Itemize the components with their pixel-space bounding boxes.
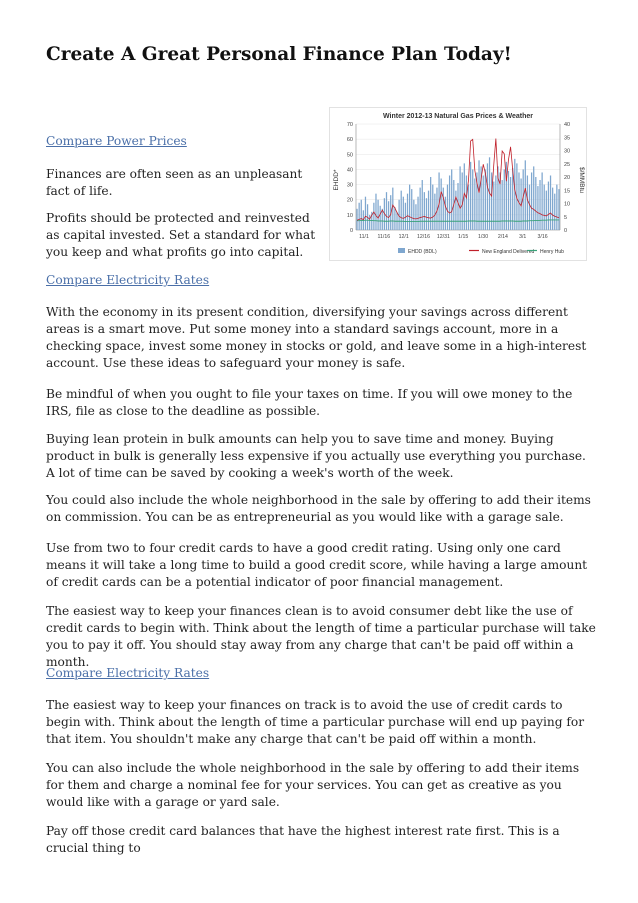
x-tick-label: 11/1 [359, 234, 369, 240]
chart-title: Winter 2012-13 Natural Gas Prices & Weather [383, 113, 533, 120]
y-tick-label: 60 [346, 137, 353, 144]
ehdd-bar [556, 185, 557, 230]
y-tick-label: 40 [346, 167, 353, 174]
paragraph: The easiest way to keep your finances clean is to avoid consumer debt like the use of credit cards to begin with. Think about the length of time a particular purchase will take you to pay it off. You should stay away from any charge that can't be paid off within a month. [46, 604, 596, 669]
ehdd-bar [430, 177, 431, 230]
ehdd-bar [474, 179, 475, 230]
ehdd-bar [422, 180, 423, 230]
ehdd-bar [403, 197, 404, 230]
ehdd-bar [428, 191, 429, 230]
ehdd-bar [445, 197, 446, 230]
ehdd-bar [527, 175, 528, 230]
legend-label: Henry Hub [540, 249, 564, 255]
ehdd-bar [365, 197, 366, 230]
ehdd-bar [539, 180, 540, 230]
ehdd-bar [449, 175, 450, 230]
ehdd-bar [495, 175, 496, 230]
paragraph: Pay off those credit card balances that have the highest interest rate first. This is a crucial thing to [46, 824, 560, 855]
ehdd-bar [407, 194, 408, 230]
ehdd-bar [361, 200, 362, 230]
paragraph: You can also include the whole neighborhood in the sale by offering to add their items for them and charge a nominal fee for your services. You can get as creative as you would like with a garage or yard sale. [46, 761, 580, 809]
ehdd-bar [525, 160, 526, 230]
chart-ylabel: EHDD* [333, 169, 340, 191]
x-tick-label: 2/14 [497, 234, 508, 240]
y-tick-label: 10 [346, 212, 353, 219]
ehdd-bar [415, 204, 416, 230]
ehdd-bar [373, 203, 374, 230]
ehdd-bar [409, 185, 410, 230]
y2-tick-label: 20 [564, 175, 571, 181]
chart-svg [330, 108, 586, 260]
link-paragraph-1 [46, 133, 187, 150]
legend-swatch [398, 248, 405, 253]
ehdd-bar [558, 189, 559, 230]
ehdd-bar [377, 200, 378, 230]
y2-tick-label: 35 [564, 135, 571, 142]
ehdd-bar [426, 198, 427, 230]
ehdd-bar [405, 203, 406, 230]
link-paragraph-2 [46, 272, 209, 289]
ehdd-bar [382, 209, 383, 230]
y2-tick-label: 40 [564, 122, 571, 128]
compare-electricity-rates-link[interactable]: Compare Electricity Rates [46, 273, 210, 287]
ehdd-bar [493, 182, 494, 230]
ehdd-bar [457, 183, 458, 230]
ehdd-bar [546, 191, 547, 230]
ehdd-bar [394, 207, 395, 230]
paragraph: Use from two to four credit cards to have a good credit rating. Using only one card means it will take a long time to build a good credit score, while having a large amount of credit cards can be a potential indicator of poor financial management. [46, 541, 588, 589]
y2-tick-label: 5 [564, 214, 568, 221]
paragraph: The easiest way to keep your finances on track is to avoid the use of credit cards to begin with. Think about the length of time a particular purchase will end up paying for that item. You shouldn't make any charge that can't be paid off within a month. [46, 698, 585, 746]
ehdd-bar [369, 215, 370, 230]
ehdd-bar [535, 177, 536, 230]
y2-tick-label: 15 [564, 188, 571, 195]
compare-electricity-rates-link-2[interactable]: Compare Electricity Rates [46, 666, 210, 680]
ehdd-bar [386, 192, 387, 230]
ehdd-bar [470, 162, 471, 230]
ehdd-bar [487, 163, 488, 230]
ehdd-bar [447, 185, 448, 230]
ehdd-bar [537, 186, 538, 230]
ehdd-bar [401, 191, 402, 230]
paragraph: You could also include the whole neighborhood in the sale by offering to add their items on commission. You can be as entrepreneurial as you would like with a garage sale. [46, 493, 591, 524]
page-title: Create A Great Personal Finance Plan Today! [46, 44, 512, 65]
ehdd-bar [544, 185, 545, 230]
y-tick-label: 0 [349, 228, 353, 234]
link-paragraph-3 [46, 665, 209, 682]
y2-tick-label: 10 [564, 201, 571, 208]
y2-tick-label: 0 [564, 228, 568, 234]
ehdd-bar [552, 188, 553, 230]
paragraph: Profits should be protected and reinvested as capital invested. Set a standard for what you keep and what profits go into capital. [46, 211, 316, 259]
y2-tick-label: 25 [564, 161, 571, 168]
x-tick-label: 12/31 [436, 234, 450, 240]
ehdd-bar [548, 182, 549, 230]
ehdd-bar [514, 159, 515, 230]
ehdd-bar [529, 185, 530, 230]
x-tick-label: 12/1 [398, 234, 409, 240]
ehdd-bar [417, 197, 418, 230]
paragraph: With the economy in its present condition, diversifying your savings across different areas is a smart move. Put some money into a standard savings account, more in a checking space, invest some money in stocks or gold, and leave some in a high-interest account. Use these ideas to safeguard your money is safe. [46, 305, 587, 370]
ehdd-bar [413, 200, 414, 230]
y-tick-label: 50 [346, 152, 353, 159]
x-tick-label: 3/16 [537, 234, 548, 240]
paragraph: Buying lean protein in bulk amounts can help you to save time and money. Buying product in bulk is generally less expensive if you actually use everything you purchase. A lot of time can be saved by cooking a week's worth of the week. [46, 432, 586, 480]
y-tick-label: 20 [346, 197, 353, 204]
ehdd-bar [502, 180, 503, 230]
ehdd-bar [424, 192, 425, 230]
ehdd-bar [554, 194, 555, 230]
x-tick-label: 12/16 [417, 234, 431, 240]
ehdd-bar [483, 175, 484, 230]
ehdd-bar [466, 175, 467, 230]
x-tick-label: 1/30 [477, 234, 489, 240]
ehdd-bar [359, 203, 360, 230]
ehdd-bar [531, 172, 532, 230]
x-tick-label: 11/16 [377, 234, 391, 240]
legend-label: New England Delivered [482, 249, 535, 255]
x-tick-label: 3/1 [519, 234, 527, 240]
ehdd-bar [388, 201, 389, 230]
y2-tick-label: 30 [564, 148, 571, 155]
ehdd-bar [420, 188, 421, 230]
paragraph: Finances are often seen as an unpleasant fact of life. [46, 167, 303, 198]
y-tick-label: 70 [346, 122, 353, 128]
ehdd-bar [443, 188, 444, 230]
ehdd-bar [541, 172, 542, 230]
ehdd-bar [550, 175, 551, 230]
legend-label: EHDD (BDL) [408, 249, 437, 255]
ehdd-bar [441, 179, 442, 230]
ehdd-bar [459, 166, 460, 230]
ehdd-bar [356, 209, 357, 230]
ehdd-bar [478, 160, 479, 230]
ehdd-bar [375, 194, 376, 230]
chart-y2label: $/MMBtu [578, 166, 585, 194]
ehdd-bar [468, 185, 469, 230]
gas-price-chart [329, 107, 587, 261]
compare-power-prices-link[interactable]: Compare Power Prices [46, 134, 187, 148]
y-tick-label: 30 [346, 182, 353, 189]
ehdd-bar [434, 194, 435, 230]
paragraph: Be mindful of when you ought to file your taxes on time. If you will owe money to the IRS, file as close to the deadline as possible. [46, 387, 573, 418]
ehdd-bar [510, 177, 511, 230]
ehdd-bar [432, 185, 433, 230]
ehdd-bar [411, 189, 412, 230]
ehdd-bar [380, 206, 381, 230]
x-tick-label: 1/15 [458, 234, 469, 240]
